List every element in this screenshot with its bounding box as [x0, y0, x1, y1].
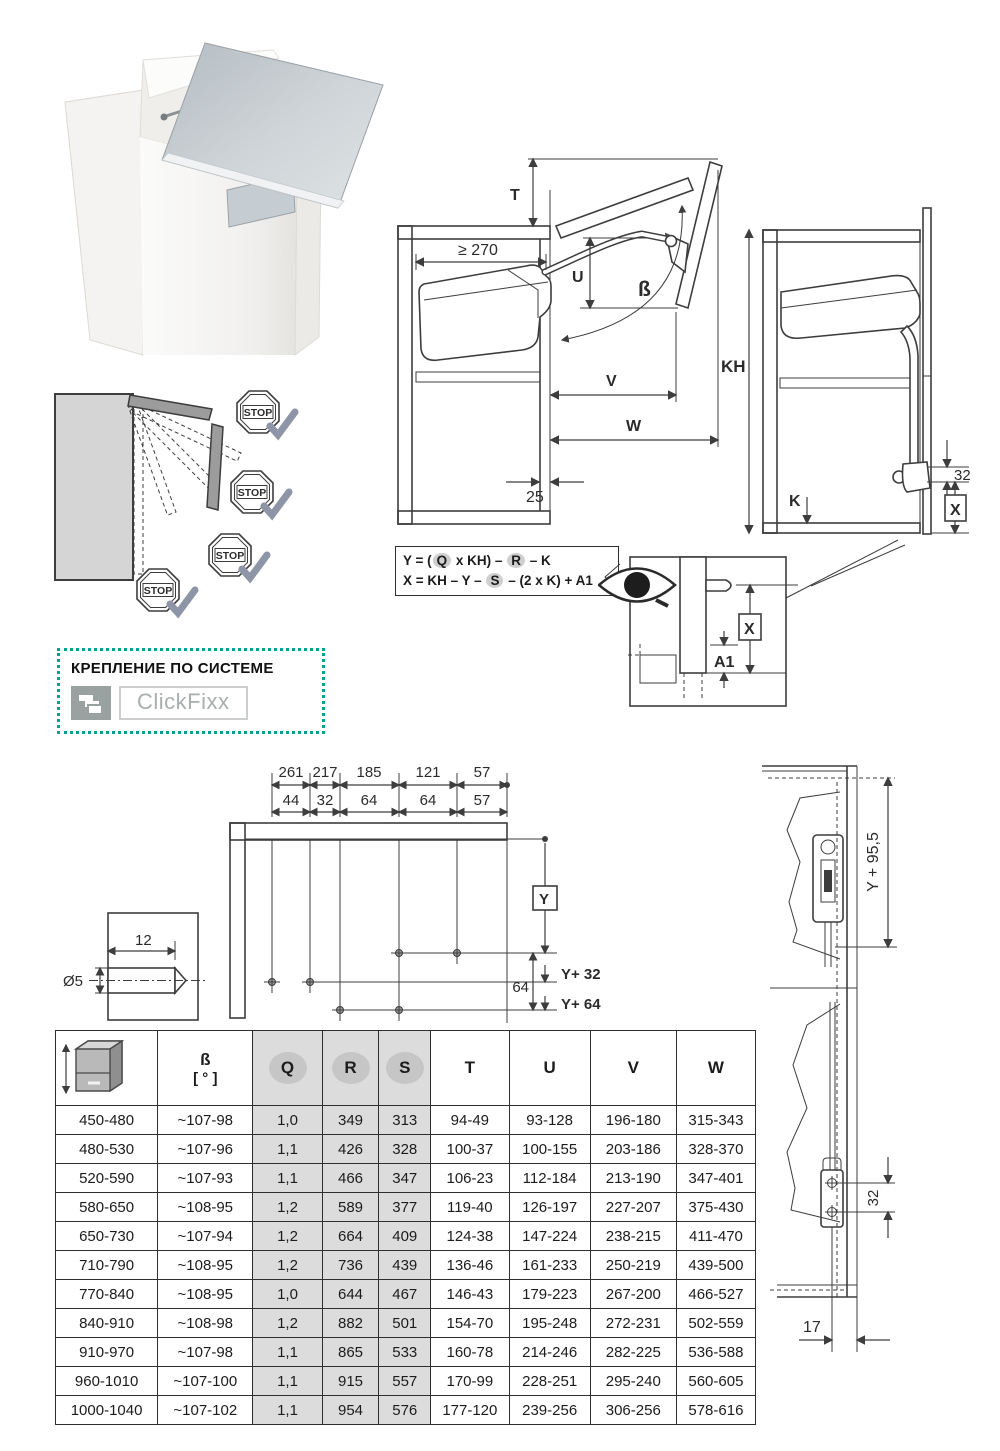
- cabinet-height-icon: [58, 1037, 130, 1099]
- svg-text:185: 185: [356, 764, 382, 781]
- table-cell: 840-910: [56, 1309, 158, 1338]
- col-header-w: W: [676, 1031, 755, 1106]
- closed-section-drawing: [721, 196, 991, 596]
- mounting-system-title: КРЕПЛЕНИЕ ПО СИСТЕМЕ: [71, 660, 274, 677]
- table-cell: 100-155: [509, 1135, 590, 1164]
- col-header-u: U: [509, 1031, 590, 1106]
- stop-icon: [237, 391, 295, 435]
- clickfixx-logo-icon: [71, 686, 111, 720]
- table-cell: 467: [379, 1280, 431, 1309]
- table-cell: 377: [379, 1193, 431, 1222]
- mounting-pin-icon: [706, 580, 731, 591]
- table-cell: 1,1: [253, 1396, 322, 1425]
- door-open-position: [556, 178, 693, 238]
- stop-any-position-diagram: [40, 382, 330, 642]
- dim-label-u: U: [572, 269, 584, 286]
- table-cell: 954: [322, 1396, 379, 1425]
- formula-y: Y = ( Q x KH) – R – K: [403, 553, 551, 568]
- table-cell: 267-200: [590, 1280, 676, 1309]
- table-cell: 910-970: [56, 1338, 158, 1367]
- table-cell: 650-730: [56, 1222, 158, 1251]
- door-open-top: [128, 395, 212, 420]
- table-cell: 177-120: [431, 1396, 509, 1425]
- table-cell: 576: [379, 1396, 431, 1425]
- table-cell: 426: [322, 1135, 379, 1164]
- dim-label-x: X: [950, 502, 961, 519]
- dim-label-t: T: [510, 187, 520, 204]
- table-cell: 580-650: [56, 1193, 158, 1222]
- table-cell: 1000-1040: [56, 1396, 158, 1425]
- spec-table: [55, 1030, 756, 1425]
- dim-row-cumulative: [272, 764, 510, 788]
- table-row: [56, 1106, 756, 1135]
- table-cell: 179-223: [509, 1280, 590, 1309]
- table-cell: 915: [322, 1367, 379, 1396]
- col-header-beta: ß [ ° ]: [158, 1031, 253, 1106]
- svg-text:57: 57: [473, 764, 491, 781]
- dim-label-v: V: [606, 373, 617, 390]
- stop-icon: [137, 569, 195, 613]
- table-cell: ~108-95: [158, 1280, 253, 1309]
- dim-label-y64: Y+ 64: [561, 996, 601, 1013]
- table-cell: 536-588: [676, 1338, 755, 1367]
- svg-text:57: 57: [473, 792, 491, 809]
- table-cell: 227-207: [590, 1193, 676, 1222]
- table-cell: ~107-102: [158, 1396, 253, 1425]
- table-cell: ~107-98: [158, 1338, 253, 1367]
- col-header-r: R: [322, 1031, 379, 1106]
- table-cell: 1,0: [253, 1280, 322, 1309]
- dim-label-depth: ≥ 270: [458, 242, 498, 259]
- table-cell: ~107-94: [158, 1222, 253, 1251]
- table-cell: 1,1: [253, 1338, 322, 1367]
- table-cell: 578-616: [676, 1396, 755, 1425]
- dim-label-25: 25: [526, 489, 544, 506]
- table-cell: 770-840: [56, 1280, 158, 1309]
- table-row: [56, 1367, 756, 1396]
- drill-axis-lines: [272, 840, 507, 1023]
- dim-label-w: W: [626, 418, 642, 435]
- table-cell: 736: [322, 1251, 379, 1280]
- table-header-row: [56, 1031, 756, 1106]
- table-cell: ~107-100: [158, 1367, 253, 1396]
- svg-text:STOP: STOP: [243, 407, 273, 419]
- table-cell: 960-1010: [56, 1367, 158, 1396]
- table-cell: 112-184: [509, 1164, 590, 1193]
- table-cell: ~108-95: [158, 1251, 253, 1280]
- table-row: [56, 1193, 756, 1222]
- table-cell: ~107-93: [158, 1164, 253, 1193]
- mounting-plate-icon: [821, 1158, 843, 1227]
- eye-icon: [599, 569, 675, 607]
- table-cell: 882: [322, 1309, 379, 1338]
- table-cell: 347: [379, 1164, 431, 1193]
- mounting-system-badge: [57, 648, 325, 734]
- svg-text:32: 32: [316, 792, 334, 809]
- hinge-detail-icon: [893, 462, 934, 492]
- table-cell: 349: [322, 1106, 379, 1135]
- eye-detail-drawing: [598, 538, 928, 718]
- cabinet-side-icon: [55, 394, 133, 580]
- table-cell: 238-215: [590, 1222, 676, 1251]
- table-cell: 480-530: [56, 1135, 158, 1164]
- table-cell: 557: [379, 1367, 431, 1396]
- table-cell: 439-500: [676, 1251, 755, 1280]
- svg-text:STOP: STOP: [237, 487, 267, 499]
- table-cell: 313: [379, 1106, 431, 1135]
- table-row: [56, 1309, 756, 1338]
- dim-label-12: 12: [135, 932, 152, 949]
- door-open-side: [207, 424, 223, 510]
- table-cell: 295-240: [590, 1367, 676, 1396]
- table-cell: 533: [379, 1338, 431, 1367]
- dim-label-kh: KH: [721, 357, 746, 376]
- table-cell: 644: [322, 1280, 379, 1309]
- col-header-t: T: [431, 1031, 509, 1106]
- table-cell: 272-231: [590, 1309, 676, 1338]
- table-cell: 865: [322, 1338, 379, 1367]
- side-elevation-drawing: [745, 752, 995, 1397]
- table-cell: 147-224: [509, 1222, 590, 1251]
- svg-text:261: 261: [278, 764, 304, 781]
- table-row: [56, 1135, 756, 1164]
- stop-icon: [209, 534, 267, 578]
- svg-text:STOP: STOP: [215, 550, 245, 562]
- svg-text:STOP: STOP: [143, 585, 173, 597]
- table-cell: 306-256: [590, 1396, 676, 1425]
- table-cell: 146-43: [431, 1280, 509, 1309]
- table-cell: 93-128: [509, 1106, 590, 1135]
- table-cell: 450-480: [56, 1106, 158, 1135]
- dim-label-64: 64: [512, 979, 529, 996]
- table-cell: ~107-98: [158, 1106, 253, 1135]
- table-row: [56, 1396, 756, 1425]
- table-cell: 214-246: [509, 1338, 590, 1367]
- table-row: [56, 1338, 756, 1367]
- table-body: [56, 1106, 756, 1425]
- stop-icon: [231, 471, 289, 515]
- dim-label-beta: ß: [638, 278, 651, 301]
- table-cell: 1,1: [253, 1164, 322, 1193]
- table-cell: 282-225: [590, 1338, 676, 1367]
- table-cell: 203-186: [590, 1135, 676, 1164]
- drilling-pattern-drawing: [55, 755, 625, 1045]
- table-cell: 328: [379, 1135, 431, 1164]
- cabinet-height-header: [56, 1031, 158, 1106]
- table-cell: 100-37: [431, 1135, 509, 1164]
- table-cell: 664: [322, 1222, 379, 1251]
- svg-text:64: 64: [419, 792, 437, 809]
- table-cell: 195-248: [509, 1309, 590, 1338]
- formula-x: X = KH – Y – S – (2 x K) + A1: [403, 572, 593, 588]
- table-cell: 589: [322, 1193, 379, 1222]
- table-cell: 1,1: [253, 1367, 322, 1396]
- table-cell: 1,2: [253, 1222, 322, 1251]
- table-cell: 94-49: [431, 1106, 509, 1135]
- table-cell: 136-46: [431, 1251, 509, 1280]
- table-cell: 347-401: [676, 1164, 755, 1193]
- table-cell: 520-590: [56, 1164, 158, 1193]
- svg-text:64: 64: [360, 792, 378, 809]
- table-cell: 466: [322, 1164, 379, 1193]
- open-section-drawing: [388, 150, 740, 542]
- lift-cabinet-3d-icon: [35, 25, 415, 360]
- table-row: [56, 1251, 756, 1280]
- dim-label-x: X: [744, 621, 755, 638]
- dim-label-32: 32: [954, 467, 971, 484]
- table-cell: 411-470: [676, 1222, 755, 1251]
- table-cell: 1,2: [253, 1193, 322, 1222]
- dim-label-y: Y: [539, 891, 550, 908]
- table-cell: 228-251: [509, 1367, 590, 1396]
- dim-label-17: 17: [803, 1319, 821, 1336]
- table-cell: 239-256: [509, 1396, 590, 1425]
- col-header-q: Q: [253, 1031, 322, 1106]
- dim-label-y955: Y + 95,5: [865, 832, 882, 892]
- table-cell: 439: [379, 1251, 431, 1280]
- table-cell: 106-23: [431, 1164, 509, 1193]
- table-row: [56, 1280, 756, 1309]
- dim-row-pitch: [272, 792, 507, 812]
- svg-text:121: 121: [415, 764, 441, 781]
- table-cell: 250-219: [590, 1251, 676, 1280]
- dim-label-k: K: [789, 493, 801, 510]
- table-cell: 1,0: [253, 1106, 322, 1135]
- table-cell: 710-790: [56, 1251, 158, 1280]
- table-cell: 119-40: [431, 1193, 509, 1222]
- svg-text:217: 217: [312, 764, 338, 781]
- lift-arm-icon: [545, 234, 688, 272]
- table-cell: ~108-95: [158, 1193, 253, 1222]
- table-cell: 126-197: [509, 1193, 590, 1222]
- table-cell: 1,2: [253, 1309, 322, 1338]
- dim-label-a1: A1: [714, 654, 735, 671]
- lift-mechanism-icon: [419, 265, 551, 360]
- table-cell: 170-99: [431, 1367, 509, 1396]
- clickfixx-brand-label: ClickFixx: [119, 686, 248, 720]
- svg-text:44: 44: [282, 792, 300, 809]
- table-cell: 375-430: [676, 1193, 755, 1222]
- table-cell: 154-70: [431, 1309, 509, 1338]
- hole-depth-detail: [63, 913, 205, 1020]
- dim-label-y32: Y+ 32: [561, 966, 601, 983]
- col-header-v: V: [590, 1031, 676, 1106]
- table-row: [56, 1222, 756, 1251]
- table-cell: 328-370: [676, 1135, 755, 1164]
- dim-label-32: 32: [865, 1189, 882, 1207]
- table-cell: 161-233: [509, 1251, 590, 1280]
- table-cell: 502-559: [676, 1309, 755, 1338]
- table-cell: 315-343: [676, 1106, 755, 1135]
- col-header-s: S: [379, 1031, 431, 1106]
- table-cell: 560-605: [676, 1367, 755, 1396]
- dim-y-group: [245, 836, 601, 1013]
- table-cell: 1,1: [253, 1135, 322, 1164]
- table-row: [56, 1164, 756, 1193]
- table-cell: ~108-98: [158, 1309, 253, 1338]
- table-cell: ~107-96: [158, 1135, 253, 1164]
- dim-label-dia5: Ø5: [63, 973, 84, 990]
- table-cell: 501: [379, 1309, 431, 1338]
- table-cell: 409: [379, 1222, 431, 1251]
- lift-mechanism-icon: [781, 276, 920, 468]
- table-cell: 1,2: [253, 1251, 322, 1280]
- table-cell: 466-527: [676, 1280, 755, 1309]
- table-cell: 124-38: [431, 1222, 509, 1251]
- table-cell: 196-180: [590, 1106, 676, 1135]
- table-cell: 213-190: [590, 1164, 676, 1193]
- formula-box: [395, 546, 619, 596]
- cabinet-illustration: [35, 25, 415, 360]
- table-cell: 160-78: [431, 1338, 509, 1367]
